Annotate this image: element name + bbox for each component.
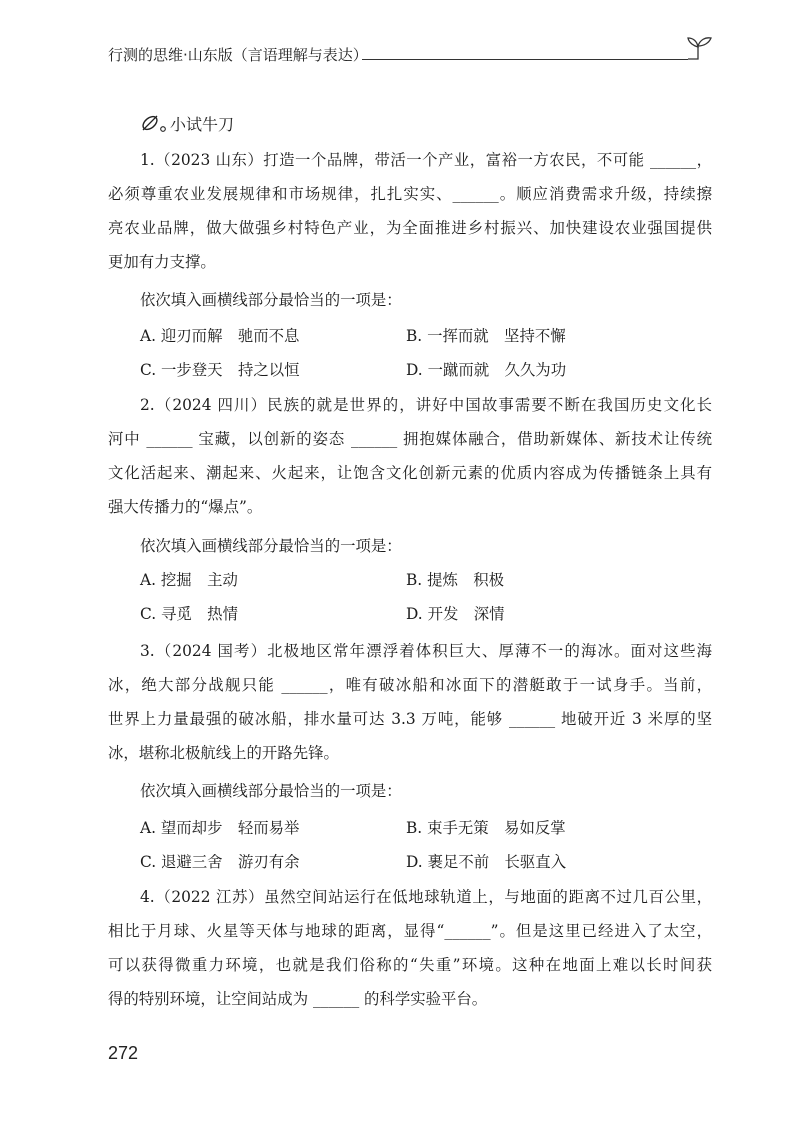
question-2-stem <box>108 388 712 524</box>
option-b: B. 束手无策 易如反掌 <box>406 819 566 837</box>
leaf-icon <box>140 112 168 134</box>
question-1-prompt: 依次填入画横线部分最恰当的一项是： <box>140 291 402 309</box>
option-c: C. 寻觅 热情 <box>140 605 238 623</box>
section-title <box>140 106 234 140</box>
question-line: 2.（2024 四川）民族的就是世界的，讲好中国故事需要不断在我国历史文化长 <box>140 396 712 414</box>
question-line: 强大传播力的“爆点”。 <box>108 498 263 516</box>
question-line: 冰，堪称北极航线上的开路先锋。 <box>108 744 339 762</box>
question-line: 冰，绝大部分战舰只能 ______，唯有破冰船和冰面下的潜艇敢于一试身手。当前， <box>108 676 712 694</box>
question-line: 1.（2023 山东）打造一个品牌，带活一个产业，富裕一方农民，不可能 ______， <box>140 151 712 169</box>
option-a: A. 挖掘 主动 <box>140 571 238 589</box>
question-4-stem <box>108 880 712 1016</box>
option-d: D. 开发 深情 <box>406 605 505 623</box>
question-line: 必须尊重农业发展规律和市场规律，扎扎实实、______。顺应消费需求升级，持续擦 <box>108 185 712 203</box>
question-3-stem <box>108 634 712 770</box>
section-title-text: 小试牛刀 <box>170 114 235 134</box>
question-line: 3.（2024 国考）北极地区常年漂浮着体积巨大、厚薄不一的海冰。面对这些海 <box>140 642 712 660</box>
question-line: 可以获得微重力环境，也就是我们俗称的“失重”环境。这种在地面上难以长时间获 <box>108 956 712 974</box>
question-line: 河中 ______ 宝藏，以创新的姿态 ______ 拥抱媒体融合，借助新媒体、新技术让传统 <box>108 430 712 448</box>
sprout-icon <box>682 34 714 64</box>
question-3-options <box>108 811 712 879</box>
question-line: 亮农业品牌，做大做强乡村特色产业，为全面推进乡村振兴、加快建设农业强国提供 <box>108 219 712 237</box>
question-line: 文化活起来、潮起来、火起来，让饱含文化创新元素的优质内容成为传播链条上具有 <box>108 464 712 482</box>
question-2-prompt: 依次填入画横线部分最恰当的一项是： <box>140 537 402 555</box>
question-line: 相比于月球、火星等天体与地球的距离，显得“______”。但是这里已经进入了太空， <box>108 922 712 940</box>
question-3-prompt: 依次填入画横线部分最恰当的一项是： <box>140 782 402 800</box>
question-2-options <box>108 563 712 631</box>
question-line: 4.（2022 江苏）虽然空间站运行在低地球轨道上，与地面的距离不过几百公里， <box>140 888 712 906</box>
option-b: B. 一挥而就 坚持不懈 <box>406 327 566 345</box>
running-header: 行测的思维·山东版（言语理解与表达） <box>108 46 368 64</box>
option-d: D. 一蹴而就 久久为功 <box>406 361 567 379</box>
option-a: A. 望而却步 轻而易举 <box>140 819 300 837</box>
question-line: 更加有力支撑。 <box>108 253 216 271</box>
option-d: D. 裹足不前 长驱直入 <box>406 853 567 871</box>
question-1-stem <box>108 143 712 279</box>
option-a: A. 迎刃而解 驰而不息 <box>140 327 300 345</box>
option-c: C. 一步登天 持之以恒 <box>140 361 300 379</box>
question-line: 世界上力量最强的破冰船，排水量可达 3.3 万吨，能够 ______ 地破开近 3 米厚的坚 <box>108 710 712 728</box>
question-1-options <box>108 319 712 387</box>
option-c: C. 退避三舍 游刃有余 <box>140 853 300 871</box>
page-number: 272 <box>108 1043 139 1063</box>
question-line: 得的特别环境，让空间站成为 ______ 的科学实验平台。 <box>108 990 488 1008</box>
header-rule <box>362 59 688 60</box>
option-b: B. 提炼 积极 <box>406 571 505 589</box>
